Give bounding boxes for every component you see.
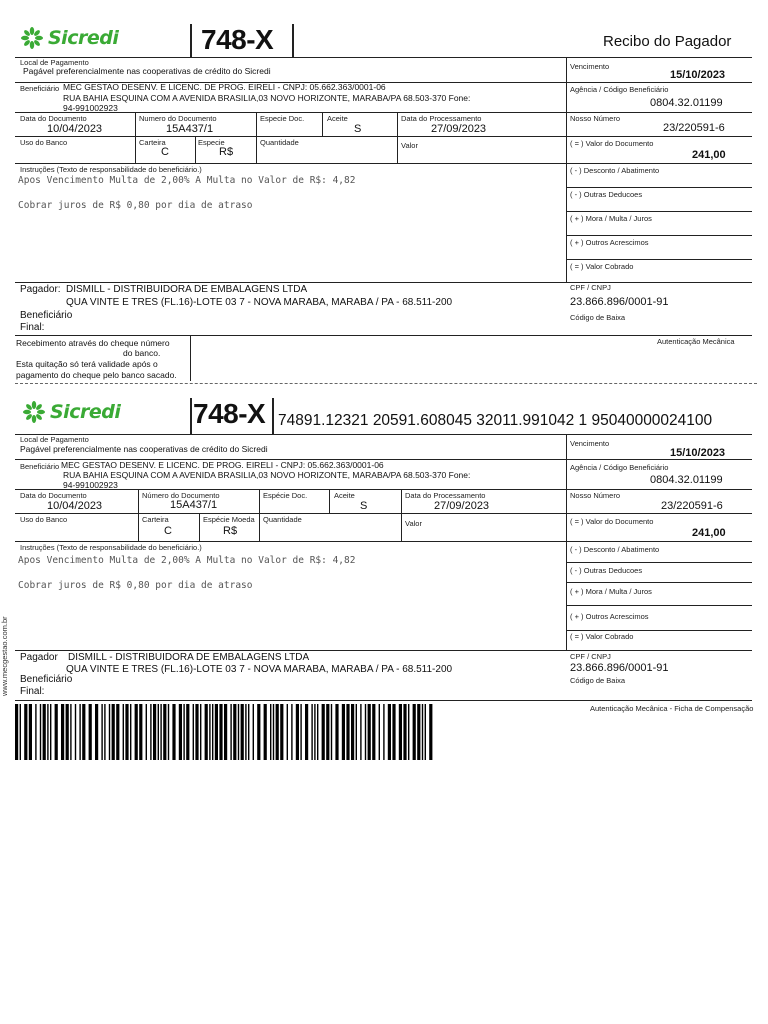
sicredi-flower-icon bbox=[22, 400, 46, 424]
cut-line bbox=[15, 383, 757, 384]
local-pagamento-label: Local de Pagamento bbox=[20, 58, 89, 67]
numero-documento-value: 15A437/1 bbox=[166, 123, 214, 135]
local-pagamento-value: Pagável preferencialmente nas cooperativas de crédito do Sicredi bbox=[23, 66, 271, 76]
slip-nosso-numero-value: 23/220591-6 bbox=[661, 500, 723, 512]
linha-digitavel: 74891.12321 20591.608045 32011.991042 1 95040000024100 bbox=[278, 412, 713, 429]
slip-numero-documento-value: 15A437/1 bbox=[170, 499, 218, 511]
pagador-name: DISMILL - DISTRIBUIDORA DE EMBALAGENS LTDA bbox=[66, 284, 308, 295]
slip-nosso-numero-label: Nosso Número bbox=[570, 491, 621, 500]
slip-especie-doc-label: Espécie Doc. bbox=[263, 491, 308, 500]
recebimento-line4: pagamento do cheque pelo banco sacado. bbox=[16, 370, 177, 380]
agencia-label: Agência / Código Beneficiário bbox=[570, 85, 669, 94]
slip-instrucoes-line2: Cobrar juros de R$ 0,80 por dia de atraso bbox=[18, 580, 253, 591]
outras-deducoes-label: ( - ) Outras Deducoes bbox=[570, 190, 643, 199]
slip-agencia-label: Agência / Código Beneficiário bbox=[570, 463, 669, 472]
slip-numero-documento-label: Número do Documento bbox=[142, 491, 220, 500]
slip-carteira-label: Carteira bbox=[142, 515, 169, 524]
slip-data-processamento-value: 27/09/2023 bbox=[434, 500, 490, 512]
slip-pagador-label: Pagador bbox=[20, 652, 58, 663]
nosso-numero-value: 23/220591-6 bbox=[663, 122, 725, 134]
outros-acrescimos-label: ( + ) Outros Acrescimos bbox=[570, 238, 649, 247]
valor-documento-label: ( = ) Valor do Documento bbox=[570, 139, 654, 148]
pagador-label: Pagador: bbox=[20, 284, 61, 295]
cpf-cnpj-value: 23.866.896/0001-91 bbox=[570, 296, 669, 308]
slip-pagador-name: DISMILL - DISTRIBUIDORA DE EMBALAGENS LTDA bbox=[68, 652, 310, 663]
slip-beneficiario-label: Beneficiário bbox=[20, 462, 60, 471]
data-processamento-value: 27/09/2023 bbox=[431, 123, 487, 135]
vencimento-label: Vencimento bbox=[570, 62, 610, 71]
slip-cpf-cnpj-label: CPF / CNPJ bbox=[570, 652, 611, 661]
side-website: www.mecgestao.com.br bbox=[0, 616, 9, 696]
slip-aceite-label: Aceite bbox=[334, 491, 355, 500]
carteira-value: C bbox=[161, 146, 169, 158]
slip-quantidade-label: Quantidade bbox=[263, 515, 302, 524]
sicredi-logo-text: Sicredi bbox=[48, 27, 119, 49]
slip-outros-acrescimos-label: ( + ) Outros Acrescimos bbox=[570, 612, 649, 621]
bank-code-slip: 748-X bbox=[193, 398, 266, 429]
carteira-label: Carteira bbox=[139, 138, 166, 147]
quantidade-label: Quantidade bbox=[260, 138, 299, 147]
especie-value: R$ bbox=[219, 146, 234, 158]
slip-vencimento-label: Vencimento bbox=[570, 439, 610, 448]
slip-aceite-value: S bbox=[360, 500, 368, 512]
cpf-cnpj-label: CPF / CNPJ bbox=[570, 283, 611, 292]
slip-agencia-value: 0804.32.01199 bbox=[650, 474, 723, 486]
instrucoes-line2: Cobrar juros de R$ 0,80 por dia de atraso bbox=[18, 200, 253, 211]
desconto-label: ( - ) Desconto / Abatimento bbox=[570, 166, 660, 175]
bank-code: 748-X bbox=[201, 24, 274, 55]
slip-valor-label: Valor bbox=[405, 519, 422, 528]
agencia-value: 0804.32.01199 bbox=[650, 97, 723, 109]
slip-uso-banco-label: Uso do Banco bbox=[20, 515, 68, 524]
beneficiario-line2: RUA BAHIA ESQUINA COM A AVENIDA BRASILIA,03 NOVO HORIZONTE, MARABA/PA 68.503-370 Fone: bbox=[63, 93, 471, 103]
slip-data-documento-label: Data do Documento bbox=[20, 491, 87, 500]
pagador-address: QUA VINTE E TRES (FL.16)-LOTE 03 7 - NOVA MARABA, MARABA / PA - 68.511-200 bbox=[66, 297, 453, 308]
instrucoes-label: Instruções (Texto de responsabilidade do beneficiário.) bbox=[20, 165, 202, 174]
slip-carteira-value: C bbox=[164, 525, 172, 537]
slip-codigo-baixa-label: Código de Baixa bbox=[570, 676, 626, 685]
data-documento-label: Data do Documento bbox=[20, 114, 87, 123]
slip-local-pagamento-value: Pagável preferencialmente nas cooperativas de crédito do Sicredi bbox=[20, 444, 268, 454]
barcode bbox=[15, 704, 437, 760]
slip-mora-label: ( + ) Mora / Multa / Juros bbox=[570, 587, 652, 596]
autenticacao-mecanica: Autenticação Mecânica bbox=[657, 337, 735, 346]
slip-local-pagamento-label: Local de Pagamento bbox=[20, 435, 89, 444]
valor-documento-value: 241,00 bbox=[692, 149, 726, 161]
nosso-numero-label: Nosso Número bbox=[570, 114, 621, 123]
slip-vencimento-value: 15/10/2023 bbox=[670, 447, 726, 459]
sicredi-logo-text: Sicredi bbox=[50, 401, 121, 423]
sicredi-logo-slip bbox=[22, 400, 120, 424]
slip-especie-moeda-label: Espécie Moeda bbox=[203, 515, 255, 524]
slip-cpf-cnpj-value: 23.866.896/0001-91 bbox=[570, 662, 669, 674]
aceite-value: S bbox=[354, 123, 362, 135]
beneficiario-line1: MEC GESTAO DESENV. E LICENC. DE PROG. EIRELI - CNPJ: 05.662.363/0001-06 bbox=[63, 82, 386, 92]
beneficiario-final-line2: Final: bbox=[20, 322, 45, 333]
slip-outras-deducoes-label: ( - ) Outras Deducoes bbox=[570, 566, 643, 575]
valor-cobrado-label: ( = ) Valor Cobrado bbox=[570, 262, 634, 271]
receipt-title: Recibo do Pagador bbox=[603, 33, 732, 50]
valor-label: Valor bbox=[401, 141, 418, 150]
especie-label: Especie bbox=[198, 138, 225, 147]
slip-especie-moeda-value: R$ bbox=[223, 525, 238, 537]
slip-data-documento-value: 10/04/2023 bbox=[47, 500, 103, 512]
instrucoes-line1: Apos Vencimento Multa de 2,00% A Multa no Valor de R$: 4,82 bbox=[18, 175, 356, 186]
beneficiario-final-line1: Beneficiário bbox=[20, 310, 73, 321]
slip-autenticacao: Autenticação Mecânica - Ficha de Compensação bbox=[590, 704, 754, 713]
data-processamento-label: Data do Processamento bbox=[401, 114, 482, 123]
uso-banco-label: Uso do Banco bbox=[20, 138, 68, 147]
slip-instrucoes-line1: Apos Vencimento Multa de 2,00% A Multa no Valor de R$: 4,82 bbox=[18, 555, 356, 566]
beneficiario-line3: 94-991002923 bbox=[63, 103, 118, 113]
slip-valor-documento-value: 241,00 bbox=[692, 527, 726, 539]
slip-beneficiario-final-line2: Final: bbox=[20, 686, 45, 697]
vencimento-value: 15/10/2023 bbox=[670, 69, 726, 81]
aceite-label: Aceite bbox=[327, 114, 348, 123]
data-documento-value: 10/04/2023 bbox=[47, 123, 103, 135]
especie-doc-label: Especie Doc. bbox=[260, 114, 305, 123]
codigo-baixa-label: Código de Baixa bbox=[570, 313, 626, 322]
slip-beneficiario-final-line1: Beneficiário bbox=[20, 674, 73, 685]
slip-valor-cobrado-label: ( = ) Valor Cobrado bbox=[570, 632, 634, 641]
recebimento-line3: Esta quitação só terá validade após o bbox=[16, 359, 158, 369]
numero-documento-label: Numero do Documento bbox=[139, 114, 217, 123]
slip-valor-documento-label: ( = ) Valor do Documento bbox=[570, 517, 654, 526]
recebimento-line1: Recebimento através do cheque número bbox=[16, 338, 170, 348]
sicredi-flower-icon bbox=[20, 26, 44, 50]
slip-beneficiario-line2: RUA BAHIA ESQUINA COM A AVENIDA BRASILIA,03 NOVO HORIZONTE, MARABA/PA 68.503-370 Fone: bbox=[63, 470, 471, 480]
slip-data-processamento-label: Data do Processamento bbox=[405, 491, 486, 500]
beneficiario-label: Beneficiário bbox=[20, 84, 60, 93]
slip-beneficiario-line3: 94-991002923 bbox=[63, 480, 118, 490]
slip-desconto-label: ( - ) Desconto / Abatimento bbox=[570, 545, 660, 554]
recebimento-line2: do banco. bbox=[123, 348, 161, 358]
mora-label: ( + ) Mora / Multa / Juros bbox=[570, 214, 652, 223]
slip-pagador-address: QUA VINTE E TRES (FL.16)-LOTE 03 7 - NOVA MARABA, MARABA / PA - 68.511-200 bbox=[66, 664, 453, 675]
sicredi-logo bbox=[20, 26, 118, 50]
slip-instrucoes-label: Instruções (Texto de responsabilidade do beneficiário.) bbox=[20, 543, 202, 552]
slip-beneficiario-line1: MEC GESTAO DESENV. E LICENC. DE PROG. EIRELI - CNPJ: 05.662.363/0001-06 bbox=[61, 460, 384, 470]
